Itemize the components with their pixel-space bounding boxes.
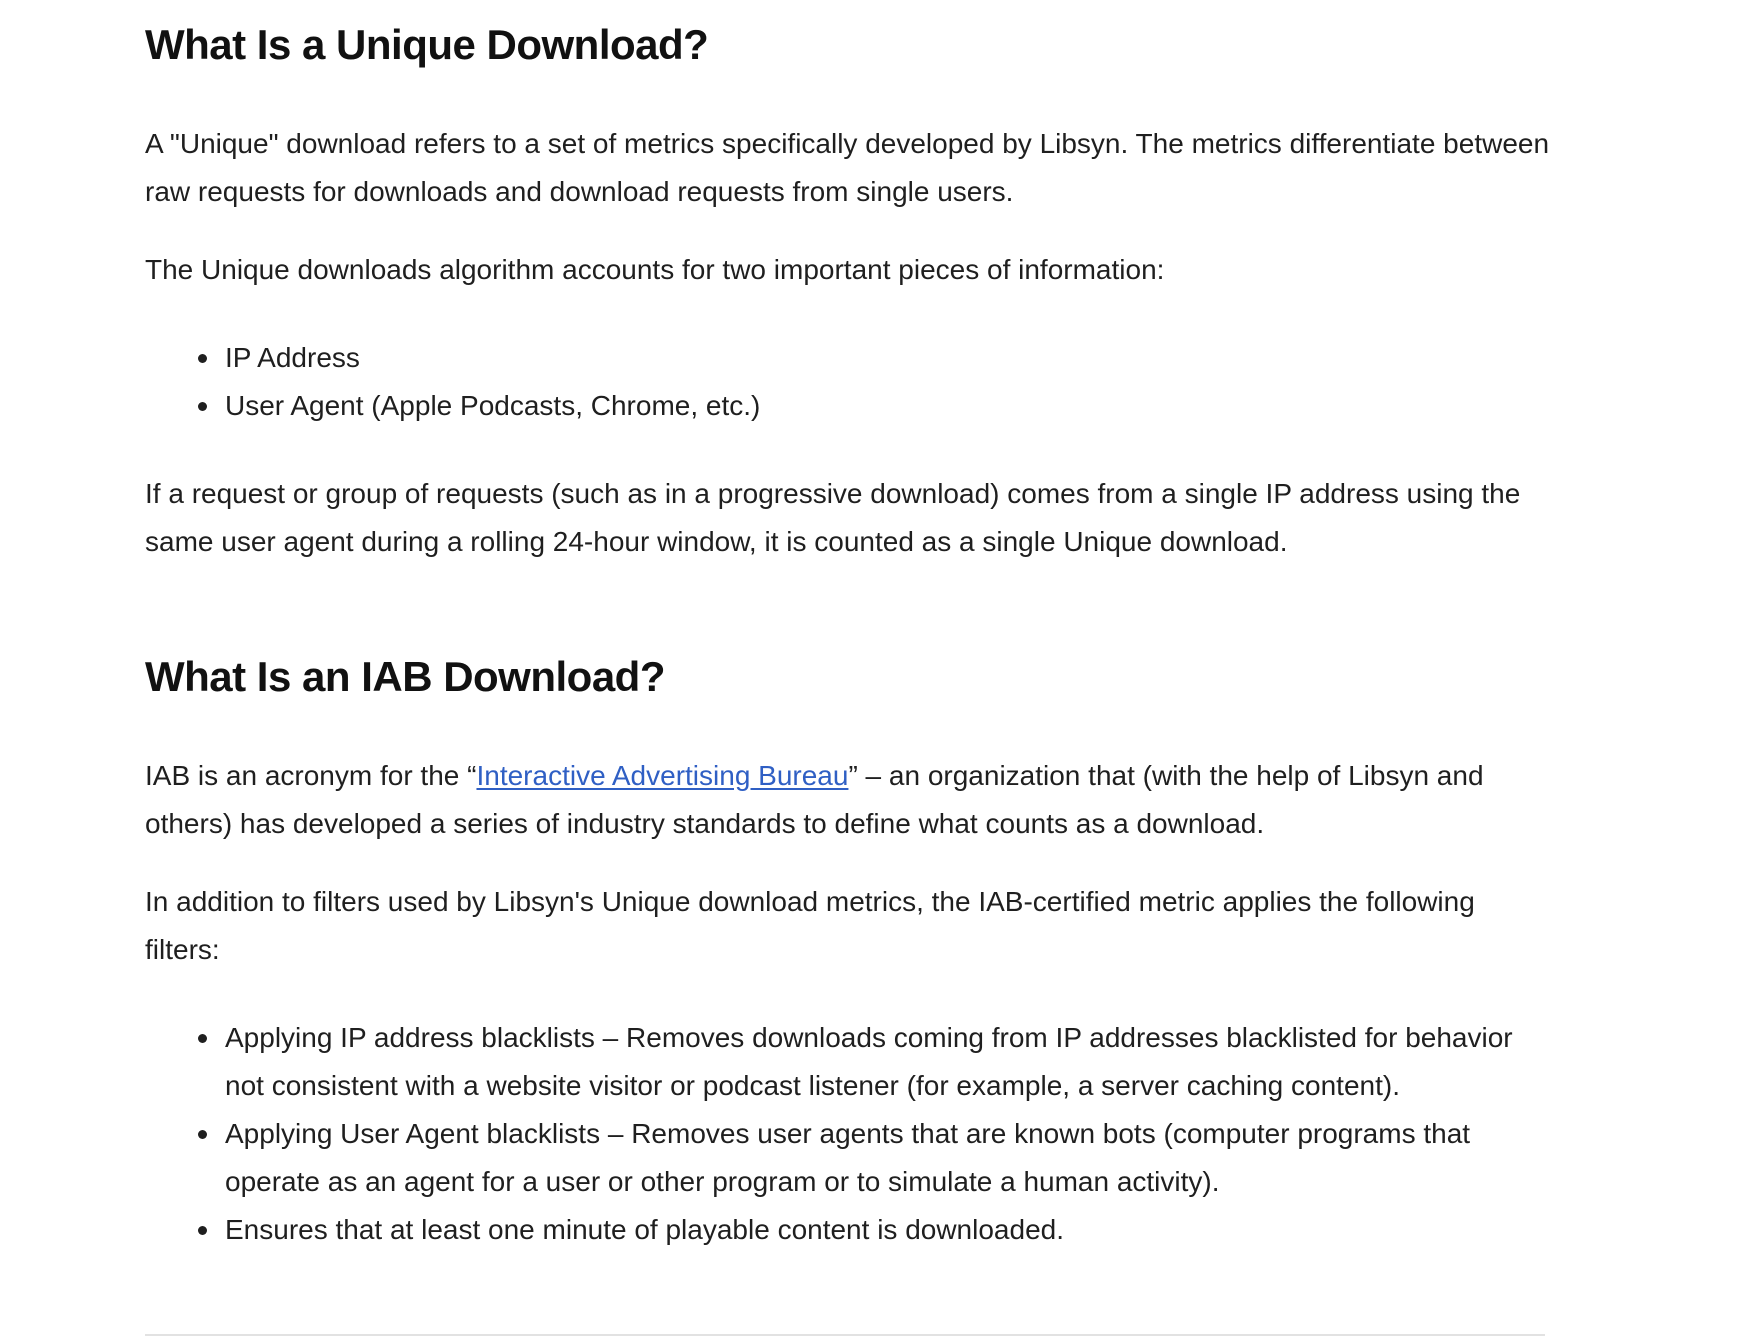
- list-item-ip-blacklists: Applying IP address blacklists – Removes downloads coming from IP addresses blacklisted for behavior not consistent with a website visitor or podcast listener (for example, a server caching content).: [225, 1014, 1554, 1110]
- iab-filters-list: [145, 1014, 1554, 1254]
- iab-download-intro: [145, 752, 1554, 848]
- unique-download-rule: If a request or group of requests (such as in a progressive download) comes from a single IP address using the same user agent during a rolling 24-hour window, it is counted as a single Unique download.: [145, 478, 1521, 557]
- list-item-ip-address: IP Address: [225, 334, 1554, 382]
- list-item-user-agent: User Agent (Apple Podcasts, Chrome, etc.): [225, 382, 1554, 430]
- iab-intro-before: IAB is an acronym for the “: [145, 760, 477, 791]
- list-item-user-agent-blacklists: Applying User Agent blacklists – Removes user agents that are known bots (computer programs that operate as an agent for a user or other program or to simulate a human activity).: [225, 1110, 1554, 1206]
- unique-download-section: [145, 12, 1554, 566]
- divider: [145, 1334, 1545, 1336]
- iab-download-section: [145, 644, 1554, 1254]
- list-item-playable-content: Ensures that at least one minute of playable content is downloaded.: [225, 1206, 1554, 1254]
- iab-intro-after: ” – an organization that (with the help of Libsyn and others) has developed a series of industry standards to define what counts as a download.: [145, 760, 1484, 839]
- iab-download-heading: What Is an IAB Download?: [145, 653, 665, 700]
- iab-filters-intro: In addition to filters used by Libsyn's Unique download metrics, the IAB-certified metric applies the following filters:: [145, 886, 1475, 965]
- unique-download-heading: What Is a Unique Download?: [145, 21, 709, 68]
- unique-download-intro: A "Unique" download refers to a set of metrics specifically developed by Libsyn. The metrics differentiate between raw requests for downloads and download requests from single users.: [145, 128, 1550, 207]
- unique-download-list: [145, 334, 1554, 430]
- iab-link[interactable]: Interactive Advertising Bureau: [476, 760, 849, 791]
- unique-download-accounts-for: The Unique downloads algorithm accounts for two important pieces of information:: [145, 254, 1165, 285]
